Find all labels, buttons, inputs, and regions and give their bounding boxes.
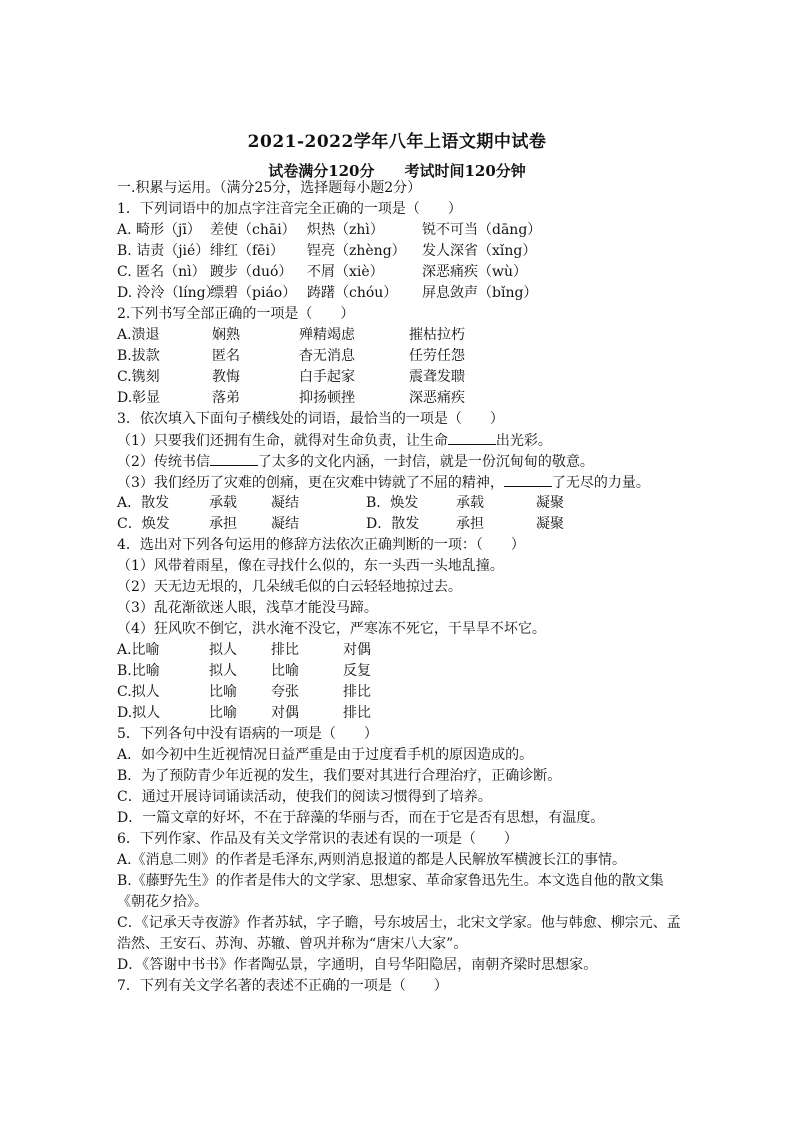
question-1-option-a: A. 畸形（jī） 差使（chāi） 炽热（zhì） 锐不可当（dāng） <box>117 222 542 238</box>
question-4-sentence: （1）风带着雨星，像在寻找什么似的，东一头西一头地乱撞。 <box>117 558 504 574</box>
question-1-option-c: C. 匿名（nì） 踱步（duó） 不屑（xiè） 深恶痛疾（wù） <box>117 264 527 280</box>
question-2-option-a: A.溃退 娴熟 殚精竭虑 摧枯拉朽 <box>117 327 465 343</box>
question-6-option-b: B.《藤野先生》的作者是伟大的文学家、思想家、革命家鲁迅先生。本文选自他的散文集《朝花夕拾》。 <box>117 873 664 910</box>
question-5-option-a: A．如今初中生近视情况日益严重是由于过度看手机的原因造成的。 <box>117 747 534 763</box>
question-4-sentence: （3）乱花渐欲迷人眼，浅草才能没马蹄。 <box>117 600 378 616</box>
question-5-option-c: C．通过开展诗词诵读活动，使我们的阅读习惯得到了培养。 <box>117 789 492 805</box>
question-2-option-c: C.镌刻 教悔 白手起家 震聋发聩 <box>117 369 465 385</box>
question-2-option-b: B.拔款 匿名 杳无消息 任劳任怨 <box>117 348 465 364</box>
question-3-sentence-3: （3）我们经历了灾难的创痛，更在灾难中铸就了不屈的精神， 了无尽的力量。 <box>117 472 687 493</box>
question-4-option-a: A.比喻 拟人 排比 对偶 <box>117 642 371 658</box>
question-6-option-c: C．《记承天寺夜游》作者苏轼，字子瞻，号东坡居士，北宋文学家。他与韩愈、柳宗元、孟浩然、王安石、苏洵、苏辙、曾巩并称为“唐宋八大家”。 <box>117 915 681 952</box>
question-1-option-b: B. 诘责（jié） 绯红（fēi） 锃亮（zhèng） 发人深省（xǐng） <box>117 243 537 259</box>
answer-blank <box>448 430 496 445</box>
question-4-stem: 4．选出对下列各句运用的修辞方法依次正确判断的一项：（ ） <box>117 537 525 553</box>
question-4-sentence: （4）狂风吹不倒它，洪水淹不没它，严寒冻不死它，干旱旱不坏它。 <box>117 621 546 637</box>
question-4-option-b: B.比喻 拟人 比喻 反复 <box>117 663 371 679</box>
question-1-stem: 1．下列词语中的加点字注音完全正确的一项是（ ） <box>117 201 462 217</box>
question-2-stem: 2.下列书写全部正确的一项是（ ） <box>117 306 355 322</box>
exam-title: 2021-2022学年八年上语文期中试卷 <box>247 132 547 152</box>
question-6-option-d: D．《答谢中书书》作者陶弘景，字通明，自号华阳隐居，南朝齐梁时思想家。 <box>117 957 598 973</box>
answer-blank <box>210 451 258 466</box>
time-info: 考试时间120分钟 <box>404 162 526 180</box>
question-6-stem: 6．下列作家、作品及有关文学常识的表述有误的一项是（ ） <box>117 831 518 847</box>
question-7-stem: 7．下列有关文学名著的表述不正确的一项是（ ） <box>117 978 448 994</box>
score-info: 试卷满分120分 <box>268 162 375 180</box>
question-1-option-d: D. 泠泠（líng） 缥碧（piáo） 踌躇（chóu） 屏息敛声（bǐng） <box>117 285 538 301</box>
question-4-option-c: C.拟人 比喻 夸张 排比 <box>117 684 371 700</box>
question-3-sentence-1: （1）只要我们还拥有生命，就得对生命负责，让生命 出光彩。 <box>117 430 687 451</box>
answer-blank <box>504 472 552 487</box>
question-3-sentence-2: （2）传统书信 了太多的文化内涵，一封信，就是一份沉甸甸的敬意。 <box>117 451 687 472</box>
question-2-option-d: D.彰显 落弟 抑扬顿挫 深恶痛疾 <box>117 390 465 406</box>
question-6-option-a: A.《消息二则》的作者是毛泽东,两则消息报道的都是人民解放军横渡长江的事情。 <box>117 852 627 868</box>
section-heading: 一.积累与运用。（满分25分，选择题每小题2分） <box>117 180 422 196</box>
question-3-stem: 3．依次填入下面句子横线处的词语，最恰当的一项是（ ） <box>117 411 504 427</box>
question-3-options-cd: C．焕发 承担 凝结 D．散发 承担 凝聚 <box>117 516 564 532</box>
question-5-option-d: D．一篇文章的好坏，不在于辞藻的华丽与否，而在于它是否有思想，有温度。 <box>117 810 605 826</box>
question-5-stem: 5．下列各句中没有语病的一项是（ ） <box>117 726 378 742</box>
question-3-options-ab: A．散发 承载 凝结 B．焕发 承载 凝聚 <box>117 495 564 511</box>
question-5-option-b: B．为了预防青少年近视的发生，我们要对其进行合理治疗，正确诊断。 <box>117 768 562 784</box>
question-4-sentence: （2）天无边无垠的，几朵绒毛似的白云轻轻地掠过去。 <box>117 579 462 595</box>
question-4-option-d: D.拟人 比喻 对偶 排比 <box>117 705 371 721</box>
exam-body <box>117 178 687 997</box>
